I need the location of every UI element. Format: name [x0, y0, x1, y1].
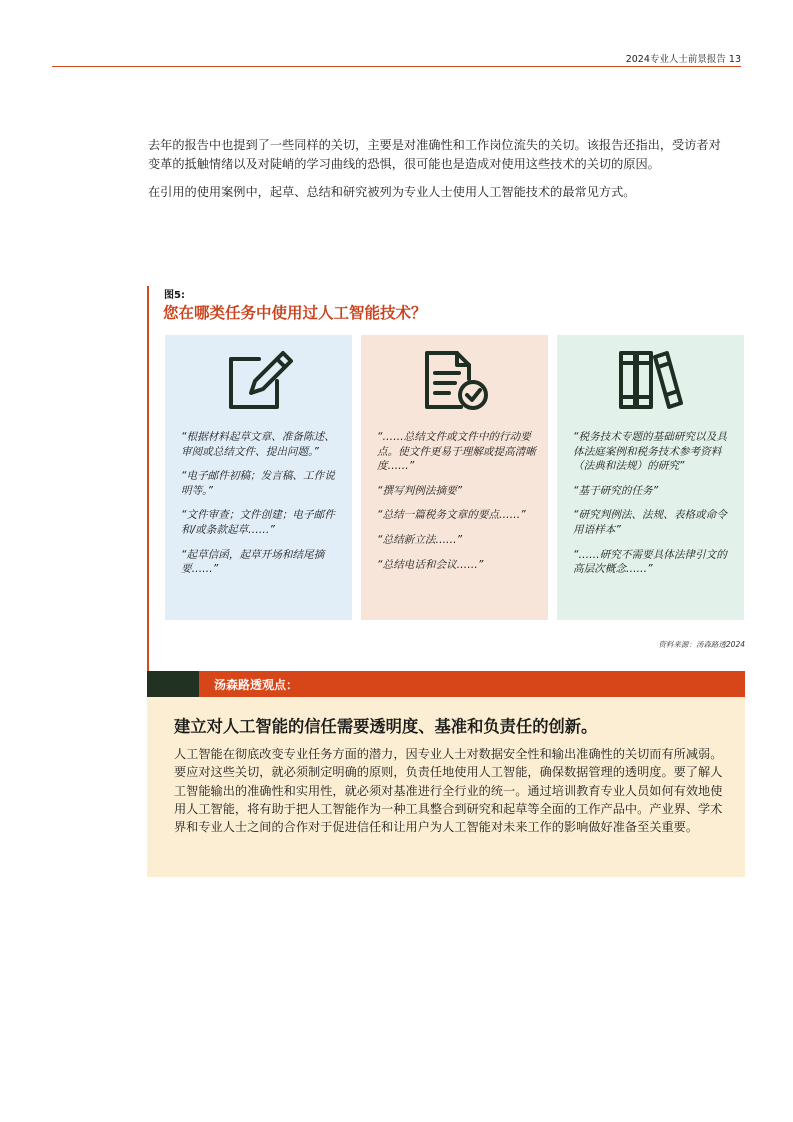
- quote: “撰写判例法摘要”: [377, 484, 463, 497]
- drafting-quotes: [181, 430, 340, 587]
- edit-icon: [221, 345, 297, 415]
- figure-5: [147, 286, 745, 671]
- perspective-label: 汤森路透观点：: [214, 678, 299, 692]
- books-icon: [613, 345, 689, 415]
- quote: “总结一篇税务文章的要点……”: [377, 509, 526, 522]
- drafting-column: [165, 335, 352, 620]
- perspective-box: [147, 697, 745, 877]
- intro-text: [148, 136, 728, 212]
- intro-paragraph-1: 去年的报告中也提到了一些同样的关切，主要是对准确性和工作岗位流失的关切。该报告还指出，受访者对变革的抵触情绪以及对陡峭的学习曲线的恐惧，很可能也是造成对使用这些技术的关切的原因。: [148, 138, 721, 171]
- perspective-bar-accent: [147, 671, 199, 697]
- perspective-heading: 建立对人工智能的信任需要透明度、基准和负责任的创新。: [174, 717, 598, 736]
- summarizing-quotes: [377, 430, 536, 582]
- quote: “总结新立法……”: [377, 533, 463, 546]
- page-header: [52, 48, 741, 68]
- quote: “电子邮件初稿；发言稿、工作说明等。”: [181, 470, 335, 497]
- perspective-bar: [147, 671, 745, 697]
- quote: “研究判例法、法规、表格或命令用语样本”: [573, 509, 727, 536]
- research-column: [557, 335, 744, 620]
- quote: “文件审查；文件创建；电子邮件和/或条款起草……”: [181, 509, 335, 536]
- quote: “基于研究的任务”: [573, 484, 659, 497]
- figure-accent-bar: [147, 286, 149, 671]
- quote: “起草信函，起草开场和结尾摘要……”: [181, 548, 325, 576]
- research-quotes: [573, 430, 732, 587]
- intro-paragraph-2: 在引用的使用案例中，起草、总结和研究被列为专业人士使用人工智能技术的最常见方式。: [148, 185, 636, 200]
- figure-title: 您在哪类任务中使用过人工智能技术？: [163, 304, 427, 322]
- quote: “总结电话和会议……”: [377, 558, 484, 571]
- summarizing-column: [361, 335, 548, 620]
- figure-label: 图5:: [164, 290, 185, 301]
- quote: “……总结文件或文件中的行动要点。使文件更易于理解或提高清晰度……”: [377, 431, 536, 473]
- quote: “税务技术专题的基础研究以及具体法庭案例和税务技术参考资料（法典和法规）的研究”: [573, 431, 727, 473]
- header-title: 2024专业人士前景报告 13: [625, 54, 741, 65]
- header-rule: [52, 66, 741, 67]
- perspective-body: 人工智能在彻底改变专业任务方面的潜力，因专业人士对数据安全性和输出准确性的关切而有所减弱。要应对这些关切，就必须制定明确的原则，负责任地使用人工智能，确保数据管理的透明度。要了解人工智能输出的准确性和实用性，就必须对基准进行全行业的统一。通过培训教育专业人员如何有效地使用人工智能，将有助于把人工智能作为一种工具整合到研究和起草等全面的工作产品中。产业界、学术界和专业人士之间的合作对于促进信任和让用户为人工智能对未来工作的影响做好准备至关重要。: [174, 747, 723, 835]
- figure-source: 资料来源：汤森路透2024: [658, 640, 745, 649]
- quote: “根据材料起草文章、准备陈述、审阅或总结文件、提出问题。”: [181, 431, 335, 458]
- document-check-icon: [417, 345, 493, 415]
- quote: “……研究不需要具体法律引文的高层次概念……”: [573, 548, 727, 576]
